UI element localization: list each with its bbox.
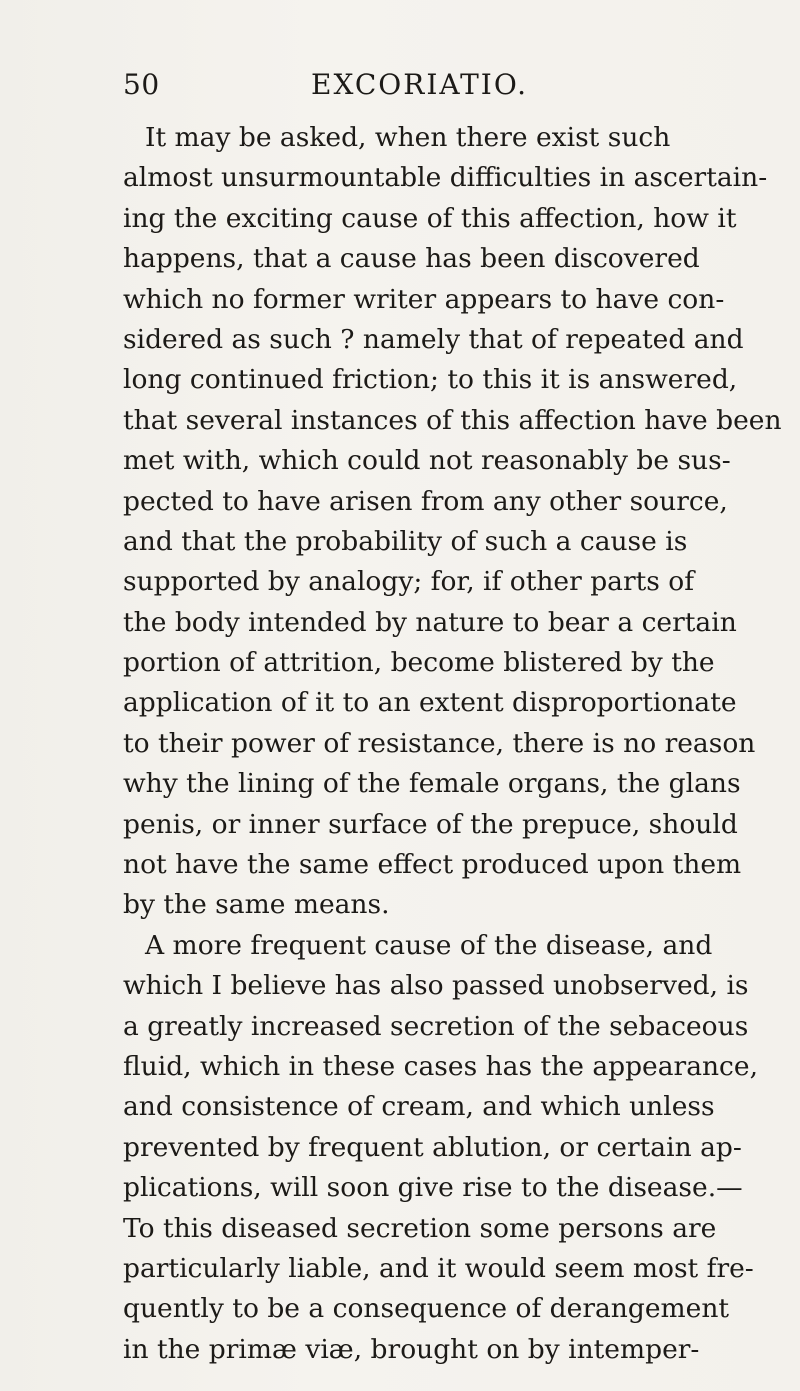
page-header <box>123 68 743 108</box>
text-line: long continued friction; to this it is answered, <box>123 364 738 396</box>
text-line: fluid, which in these cases has the appearance, <box>123 1050 759 1082</box>
text-line: It may be asked, when there exist such <box>145 122 671 153</box>
text-line: To this diseased secretion some persons are <box>123 1212 717 1244</box>
text-line: which no former writer appears to have con- <box>123 283 725 315</box>
text-line: why the lining of the female organs, the glans <box>123 768 741 800</box>
text-line: happens, that a cause has been discovered <box>123 243 700 275</box>
text-line: a greatly increased secretion of the sebaceous <box>123 1010 749 1042</box>
body-text <box>123 118 783 1370</box>
running-head: EXCORIATIO. <box>311 68 529 101</box>
text-line: the body intended by nature to bear a certain <box>123 606 737 638</box>
text-line: not have the same effect produced upon them <box>123 849 742 881</box>
text-line: ing the exciting cause of this affection, how it <box>123 202 737 234</box>
text-line: particularly liable, and it would seem most fre- <box>123 1252 754 1284</box>
text-line: portion of attrition, become blistered by the <box>123 647 715 679</box>
text-line: that several instances of this affection have been <box>123 404 782 436</box>
text-line: prevented by frequent ablution, or certain ap- <box>123 1131 742 1163</box>
text-line: in the primæ viæ, brought on by intemper- <box>123 1333 700 1365</box>
text-line: application of it to an extent disproportionate <box>123 687 737 719</box>
text-line: almost unsurmountable difficulties in ascertain- <box>123 162 768 194</box>
text-line: plications, will soon give rise to the disease.— <box>123 1172 743 1204</box>
text-line: A more frequent cause of the disease, and <box>145 929 713 961</box>
text-line: pected to have arisen from any other source, <box>123 485 728 517</box>
text-line: penis, or inner surface of the prepuce, should <box>123 808 738 840</box>
text-line: and that the probability of such a cause is <box>123 525 688 557</box>
text-line: sidered as such ? namely that of repeated and <box>123 323 744 355</box>
text-line: to their power of resistance, there is no reason <box>123 727 756 759</box>
page-number: 50 <box>123 68 160 101</box>
text-line: which I believe has also passed unobserved, is <box>123 970 749 1002</box>
text-line: quently to be a consequence of derangement <box>123 1293 730 1325</box>
text-line: and consistence of cream, and which unless <box>123 1091 715 1123</box>
text-line: met with, which could not reasonably be sus- <box>123 445 731 477</box>
text-line: supported by analogy; for, if other parts of <box>123 566 695 598</box>
text-line: by the same means. <box>123 889 390 921</box>
